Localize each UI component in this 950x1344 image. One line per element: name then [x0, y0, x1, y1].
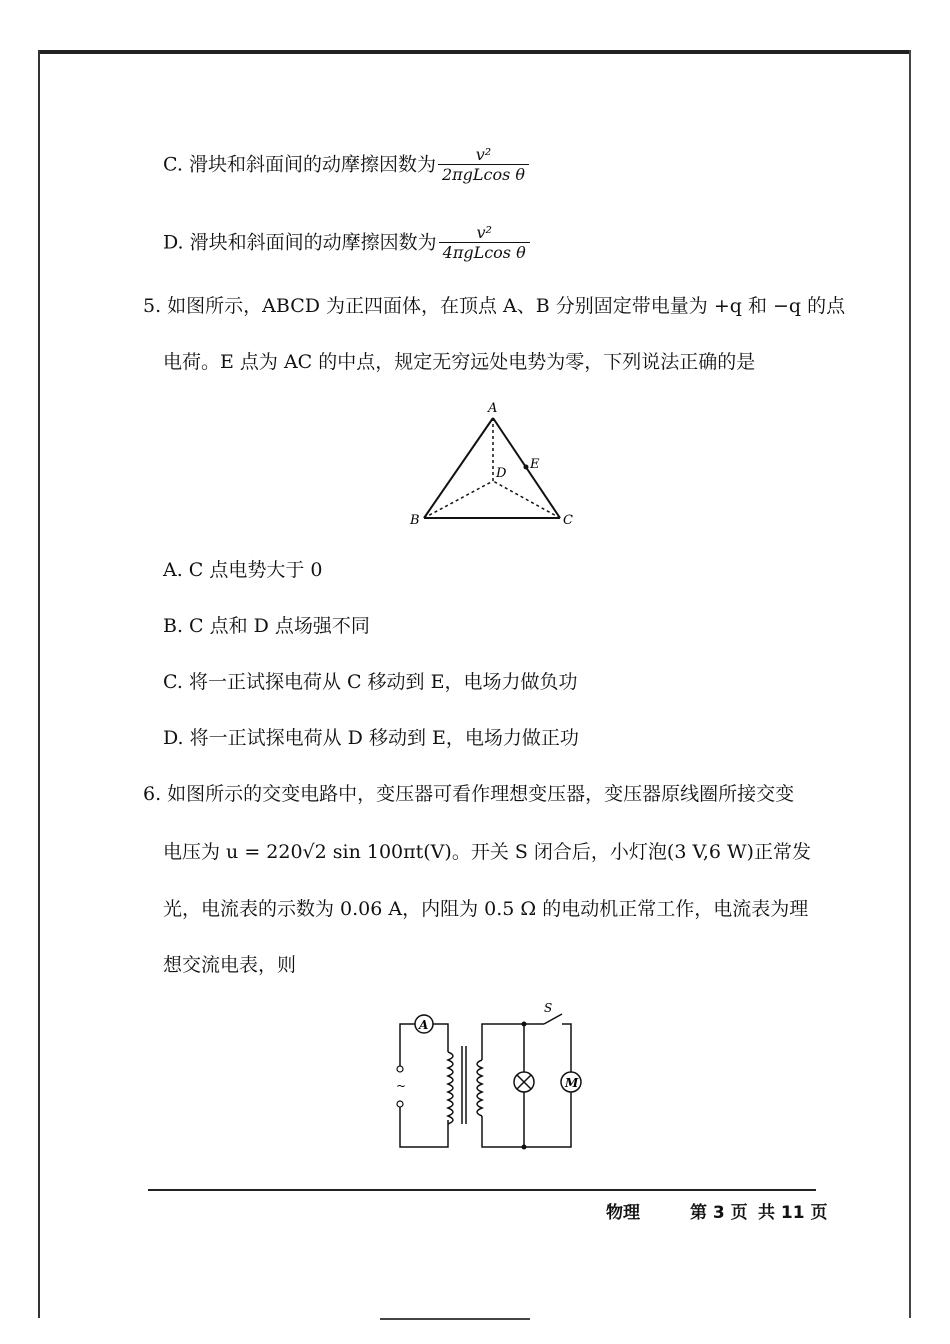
primary-wire-top	[400, 1024, 415, 1066]
secondary-wire-bottom	[482, 1092, 571, 1147]
q4-option-c	[163, 146, 529, 185]
q4-option-d-numerator: v²	[476, 223, 492, 242]
primary-wire-top-right	[433, 1024, 448, 1052]
bottom-border-fragment	[380, 1318, 530, 1320]
q4-option-d-fraction	[439, 224, 530, 263]
label-a: A	[488, 401, 498, 416]
primary-coil	[448, 1052, 453, 1124]
label-d: D	[496, 466, 507, 481]
footer-subject: 物理	[606, 1203, 640, 1223]
footer-rule	[148, 1189, 816, 1191]
q4-option-c-denominator: 2πgLcos θ	[438, 164, 529, 185]
transformer-circuit-diagram	[388, 1000, 588, 1155]
right-border	[909, 50, 911, 1318]
terminal-top	[397, 1066, 403, 1072]
q4-option-d-text: D. 滑块和斜面间的动摩擦因数为	[163, 231, 437, 254]
q5-option-b: B. C 点和 D 点场强不同	[163, 615, 370, 637]
footer-page-number: 第 3 页	[690, 1203, 748, 1223]
motor-label: M	[565, 1076, 579, 1090]
q6-stem-line4: 想交流电表，则	[163, 954, 297, 976]
tetrahedron-diagram	[400, 396, 590, 531]
ac-symbol: ~	[396, 1079, 407, 1093]
q5-option-a: A. C 点电势大于 0	[163, 559, 323, 581]
left-border	[38, 50, 40, 1318]
footer-total-pages: 共 11 页	[758, 1203, 828, 1223]
q4-option-c-numerator: v²	[475, 145, 492, 164]
q5-option-c: C. 将一正试探电荷从 C 移动到 E，电场力做负功	[163, 671, 578, 693]
q4-option-c-fraction	[438, 146, 529, 185]
switch-blade	[544, 1014, 562, 1024]
q4-option-d	[163, 224, 530, 263]
switch-label: S	[544, 1001, 553, 1015]
terminal-bottom	[397, 1101, 403, 1107]
q6-stem-line3: 光，电流表的示数为 0.06 A，内阻为 0.5 Ω 的电动机正常工作，电流表为理	[163, 898, 809, 920]
q5-option-d: D. 将一正试探电荷从 D 移动到 E，电场力做正功	[163, 727, 579, 749]
label-b: B	[410, 513, 420, 528]
label-c: C	[563, 513, 573, 528]
primary-wire-bottom	[400, 1107, 448, 1147]
q6-stem-line2: 电压为 u = 220√2 sin 100πt(V)。开关 S 闭合后，小灯泡(3 V,6 W)正常发	[163, 841, 811, 863]
edge-ab	[424, 418, 493, 518]
point-e	[524, 465, 529, 470]
q4-option-d-denominator: 4πgLcos θ	[439, 242, 530, 263]
edge-cd	[493, 481, 560, 518]
label-e: E	[530, 457, 540, 472]
edge-bd	[424, 481, 493, 518]
q5-stem-line2: 电荷。E 点为 AC 的中点，规定无穷远处电势为零，下列说法正确的是	[163, 351, 756, 373]
switch-to-motor-wire	[562, 1024, 571, 1072]
q6-stem-line1: 6. 如图所示的交变电路中，变压器可看作理想变压器，变压器原线圈所接交变	[143, 783, 795, 805]
q5-stem-line1: 5. 如图所示，ABCD 为正四面体，在顶点 A、B 分别固定带电量为 +q 和 −q 的点	[143, 295, 846, 317]
secondary-coil	[477, 1060, 482, 1116]
ammeter-label: A	[419, 1018, 429, 1032]
secondary-wire-top	[482, 1024, 544, 1060]
q4-option-c-text: C. 滑块和斜面间的动摩擦因数为	[163, 153, 436, 176]
top-border	[38, 50, 910, 54]
